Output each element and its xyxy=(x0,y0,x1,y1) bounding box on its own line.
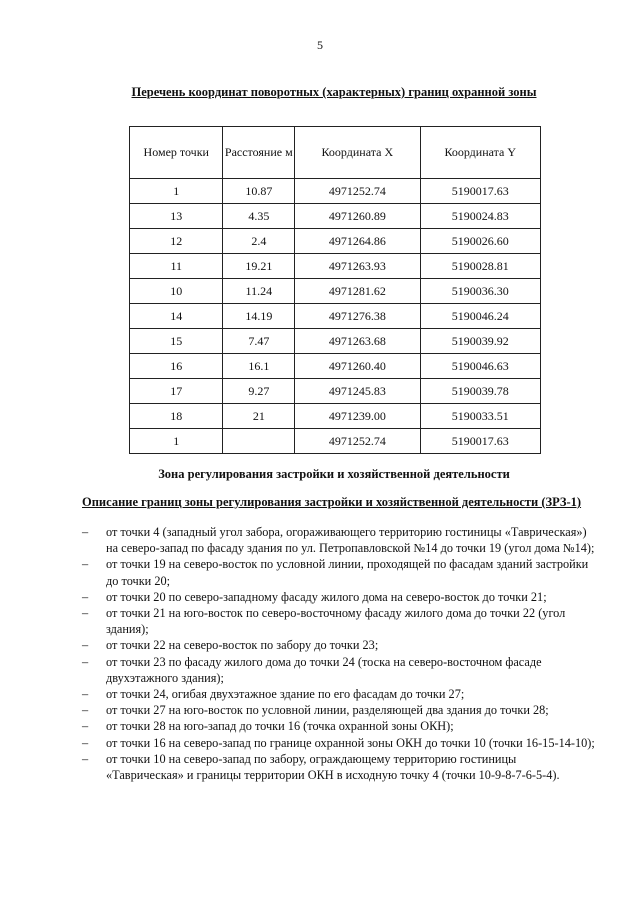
list-item-text: от точки 23 по фасаду жилого дома до точки 24 (тоска на северо-восточном фасаде двухэтажного здания); xyxy=(106,654,542,685)
cell-coordinate-y: 5190017.63 xyxy=(420,429,541,454)
page-number: 5 xyxy=(317,38,323,52)
cell-distance: 9.27 xyxy=(223,379,295,404)
table-body xyxy=(130,179,541,454)
cell-coordinate-y: 5190046.24 xyxy=(420,304,541,329)
cell-coordinate-y: 5190017.63 xyxy=(420,179,541,204)
boundary-list xyxy=(82,524,597,783)
list-item xyxy=(82,718,597,734)
cell-distance xyxy=(223,429,295,454)
cell-distance: 16.1 xyxy=(223,354,295,379)
table-row xyxy=(130,229,541,254)
table-row xyxy=(130,179,541,204)
cell-point-number: 16 xyxy=(130,354,223,379)
list-dash: – xyxy=(82,719,89,734)
list-item-text: от точки 4 (западный угол забора, огораживающего территорию гостиницы «Таврическая») на северо-запад по фасаду здания по ул. Петропавловской №14 до точки 19 (угол дома №14); xyxy=(106,525,595,556)
cell-coordinate-y: 5190033.51 xyxy=(420,404,541,429)
cell-coordinate-y: 5190046.63 xyxy=(420,354,541,379)
table-row xyxy=(130,254,541,279)
table-row xyxy=(130,279,541,304)
list-item xyxy=(82,589,597,605)
table-row xyxy=(130,429,541,454)
cell-distance: 21 xyxy=(223,404,295,429)
header-point-number: Номер точки xyxy=(130,127,223,179)
list-dash: – xyxy=(82,557,89,572)
list-item xyxy=(82,524,597,556)
cell-coordinate-y: 5190026.60 xyxy=(420,229,541,254)
header-coordinate-x: Координата X xyxy=(295,127,420,179)
list-item-text: от точки 10 на северо-запад по забору, ограждающему территорию гостиницы «Таврическая» и границы территории ОКН в исходную точку 4 (точки 10-9-8-7-6-5-4). xyxy=(106,751,560,783)
cell-point-number: 15 xyxy=(130,329,223,354)
cell-coordinate-y: 5190028.81 xyxy=(420,254,541,279)
cell-distance: 19.21 xyxy=(223,254,295,279)
list-dash: – xyxy=(82,589,89,604)
list-item-text: от точки 21 на юго-восток по северо-восточному фасаду жилого дома до точки 22 (угол здания); xyxy=(106,606,566,637)
list-item-text: от точки 19 на северо-восток по условной линии, проходящей по фасадам зданий застройки до точки 20; xyxy=(106,557,589,588)
table-row xyxy=(130,204,541,229)
cell-distance: 14.19 xyxy=(223,304,295,329)
list-dash: – xyxy=(82,525,89,539)
table-row xyxy=(130,404,541,429)
cell-point-number: 1 xyxy=(130,179,223,204)
cell-coordinate-y: 5190039.92 xyxy=(420,329,541,354)
header-coordinate-y: Координата Y xyxy=(420,127,541,179)
cell-distance: 4.35 xyxy=(223,204,295,229)
description-heading: Описание границ зоны регулирования застройки и хозяйственной деятельности (ЗРЗ-1) xyxy=(82,495,582,509)
cell-distance: 10.87 xyxy=(223,179,295,204)
cell-point-number: 10 xyxy=(130,279,223,304)
list-dash: – xyxy=(82,703,89,718)
cell-coordinate-y: 5190039.78 xyxy=(420,379,541,404)
cell-coordinate-x: 4971263.68 xyxy=(295,329,420,354)
cell-coordinate-x: 4971239.00 xyxy=(295,404,420,429)
table-header-row xyxy=(130,127,541,179)
cell-coordinate-x: 4971252.74 xyxy=(295,179,420,204)
list-item xyxy=(82,702,597,718)
table-row xyxy=(130,379,541,404)
cell-coordinate-x: 4971264.86 xyxy=(295,229,420,254)
list-item xyxy=(82,686,597,702)
list-dash: – xyxy=(82,735,89,750)
cell-coordinate-x: 4971260.40 xyxy=(295,354,420,379)
cell-coordinate-y: 5190024.83 xyxy=(420,204,541,229)
list-item xyxy=(82,654,597,686)
cell-point-number: 17 xyxy=(130,379,223,404)
cell-distance: 2.4 xyxy=(223,229,295,254)
list-item xyxy=(82,751,597,783)
cell-point-number: 1 xyxy=(130,429,223,454)
zone-heading: Зона регулирования застройки и хозяйственной деятельности xyxy=(158,467,510,481)
list-item-text: от точки 20 по северо-западному фасаду жилого дома на северо-восток до точки 21; xyxy=(106,589,547,604)
list-item xyxy=(82,605,597,637)
list-dash: – xyxy=(82,606,89,621)
cell-coordinate-x: 4971260.89 xyxy=(295,204,420,229)
cell-coordinate-x: 4971245.83 xyxy=(295,379,420,404)
list-item xyxy=(82,556,597,588)
cell-point-number: 14 xyxy=(130,304,223,329)
list-dash: – xyxy=(82,751,89,766)
list-item xyxy=(82,637,597,653)
cell-distance: 11.24 xyxy=(223,279,295,304)
cell-point-number: 11 xyxy=(130,254,223,279)
cell-coordinate-x: 4971252.74 xyxy=(295,429,420,454)
cell-coordinate-y: 5190036.30 xyxy=(420,279,541,304)
cell-point-number: 18 xyxy=(130,404,223,429)
list-dash: – xyxy=(82,654,89,669)
table-row xyxy=(130,354,541,379)
cell-point-number: 12 xyxy=(130,229,223,254)
cell-coordinate-x: 4971263.93 xyxy=(295,254,420,279)
table-title: Перечень координат поворотных (характерных) границ охранной зоны xyxy=(131,85,537,99)
cell-distance: 7.47 xyxy=(223,329,295,354)
list-item-text: от точки 16 на северо-запад по границе охранной зоны ОКН до точки 10 (точки 16-15-14-10); xyxy=(106,735,595,750)
list-item-text: от точки 27 на юго-восток по условной линии, разделяющей два здания до точки 28; xyxy=(106,703,549,718)
list-item xyxy=(82,735,597,751)
cell-coordinate-x: 4971281.62 xyxy=(295,279,420,304)
cell-coordinate-x: 4971276.38 xyxy=(295,304,420,329)
coordinates-table xyxy=(129,126,541,454)
table-row xyxy=(130,329,541,354)
cell-point-number: 13 xyxy=(130,204,223,229)
list-dash: – xyxy=(82,638,89,653)
list-item-text: от точки 24, огибая двухэтажное здание по его фасадам до точки 27; xyxy=(106,687,465,702)
header-distance: Расстояние м xyxy=(223,127,295,179)
list-dash: – xyxy=(82,687,89,702)
list-item-text: от точки 28 на юго-запад до точки 16 (точка охранной зоны ОКН); xyxy=(106,719,454,734)
list-item-text: от точки 22 на северо-восток по забору до точки 23; xyxy=(106,638,379,653)
table-row xyxy=(130,304,541,329)
